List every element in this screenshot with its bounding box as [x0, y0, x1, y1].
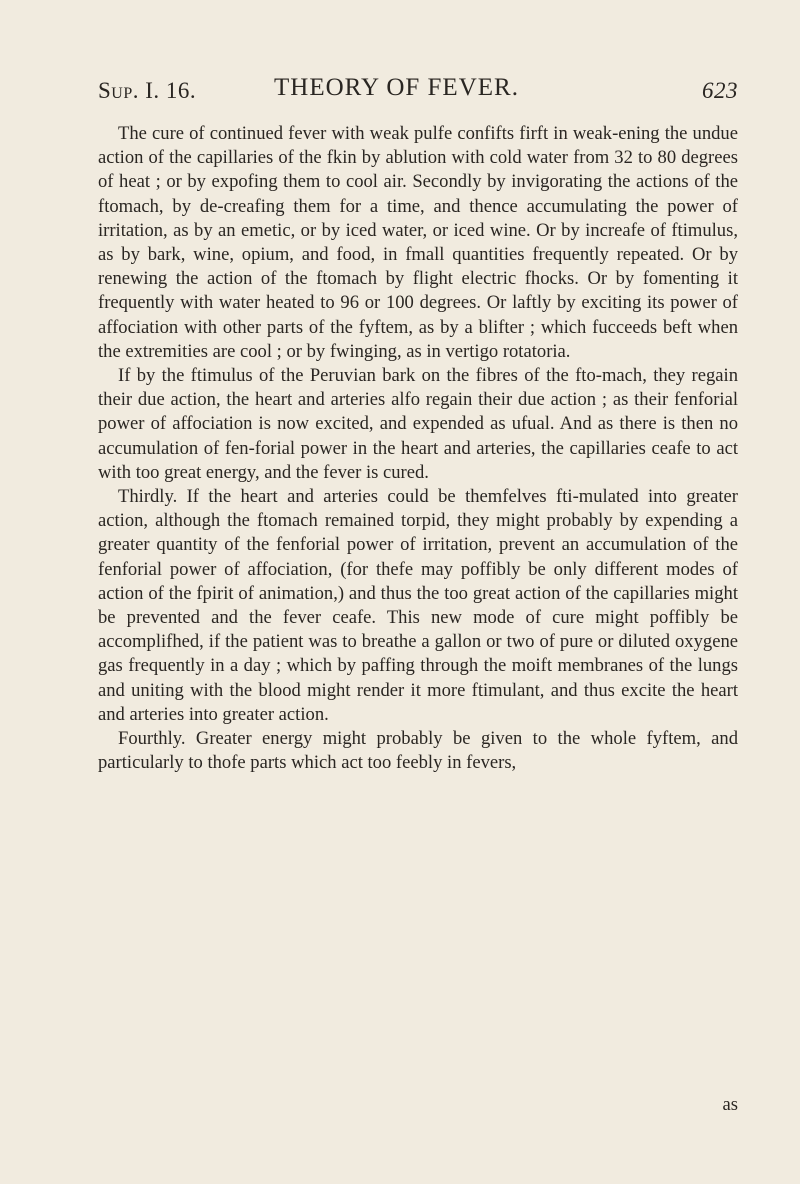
page-number: 623	[702, 78, 738, 103]
paragraph: If by the ftimulus of the Peruvian bark on the fibres of the fto-mach, they regain their due action, the heart and arteries alfo regain their due action ; as their fenforial power of affociation is now excited, and expended as ufual. And as there is then no accumulation of fen-forial power in the heart and arteries, the capillaries ceafe to act with too great energy, and the fever is cured.	[98, 365, 738, 483]
catchword: as	[722, 1094, 738, 1115]
body-text	[98, 122, 738, 775]
paragraph: The cure of continued fever with weak pulfe confifts firft in weak-ening the undue action of the capillaries of the fkin by ablution with cold water from 32 to 80 degrees of heat ; or by expofing them to cool air. Secondly by invigorating the actions of the ftomach, by de-creafing them for a time, and thence accumulating the power of irritation, as by an emetic, or by iced water, or iced wine. Or by increafe of ftimulus, as by bark, wine, opium, and food, in fmall quantities frequently repeated. Or by renewing the action of the ftomach by flight electric fhocks. Or by fomenting it frequently with water heated to 96 or 100 degrees. Or laftly by exciting its power of affociation with other parts of the fyftem, as by a blifter ; which fucceeds beft when the extremities are cool ; or by fwinging, as in vertigo rotatoria.	[98, 123, 738, 362]
running-title: THEORY OF FEVER.	[274, 74, 519, 101]
running-header	[98, 74, 738, 110]
paragraph: Fourthly. Greater energy might probably be given to the whole fyftem, and particularly to thofe parts which act too feebly in fevers,	[98, 728, 738, 774]
paragraph: Thirdly. If the heart and arteries could be themfelves fti-mulated into greater action, although the ftomach remained torpid, they might probably by expending a greater quantity of the fenforial power of irritation, prevent an accumulation of the fenforial power of affociation, (for thefe may poffibly be only different modes of action of the fpirit of animation,) and thus the too great action of the capillaries might be prevented and the fever ceafe. This new mode of cure might poffibly be accomplifhed, if the patient was to breathe a gallon or two of pure or diluted oxygene gas frequently in a day ; which by paffing through the moift membranes of the lungs and uniting with the blood might render it more ftimulant, and thus excite the heart and arteries into greater action.	[98, 486, 738, 725]
section-reference: Sup. I. 16.	[98, 78, 197, 103]
